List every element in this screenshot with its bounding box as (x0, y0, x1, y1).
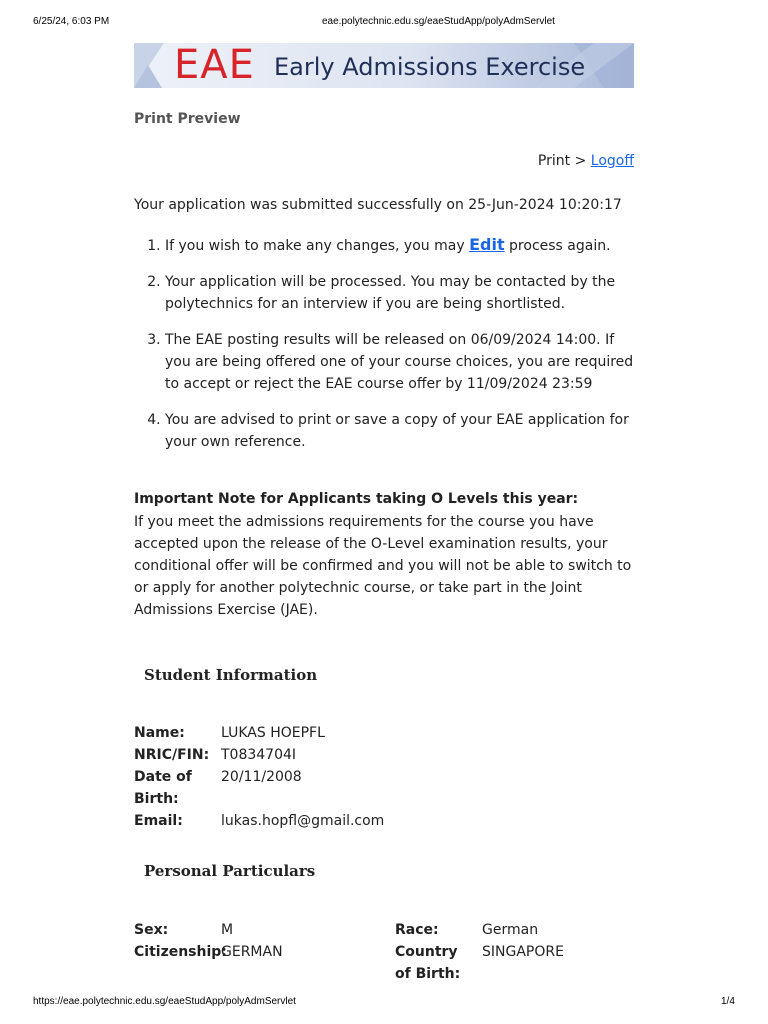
list-item: 3. The EAE posting results will be released on 06/09/2024 14:00. If you are being offered one of your course choices, you are required to accept or reject the EAE course offer by 11/09/2024 23:59 (165, 329, 634, 395)
race-value: German (482, 922, 539, 938)
personal-particulars-title: Personal Particulars (144, 862, 316, 880)
header-actions (538, 153, 634, 169)
step1-text-after: process again. (509, 238, 611, 254)
student-info-title: Student Information (144, 666, 318, 684)
eae-banner (134, 43, 634, 88)
print-page-url: eae.polytechnic.edu.sg/eaeStudApp/polyAdmServlet (322, 16, 555, 27)
country-of-birth-label: Country (395, 944, 458, 960)
name-label: Name: (134, 725, 185, 741)
nric-label: NRIC/FIN: (134, 747, 210, 763)
submission-message: Your application was submitted successfully on 25-Jun-2024 10:20:17 (134, 197, 622, 213)
name-value: LUKAS HOEPFL (221, 725, 325, 741)
dob-label-cont: Birth: (134, 791, 179, 807)
citizenship-label: Citizenship: (134, 944, 227, 960)
step1-text-before: If you wish to make any changes, you may (165, 238, 465, 254)
banner-title: Early Admissions Exercise (274, 53, 586, 81)
instructions-list (134, 234, 634, 467)
dob-label: Date of (134, 769, 192, 785)
nric-value: T0834704I (221, 747, 297, 763)
country-of-birth-value: SINGAPORE (482, 944, 564, 960)
print-page-number: 1/4 (721, 996, 735, 1007)
email-value: lukas.hopfl@gmail.com (221, 813, 385, 829)
print-preview-heading: Print Preview (134, 111, 241, 127)
race-label: Race: (395, 922, 439, 938)
dob-value: 20/11/2008 (221, 769, 302, 785)
eae-logo: EAE (174, 43, 255, 88)
print-datetime: 6/25/24, 6:03 PM (33, 16, 110, 27)
list-item: 4. You are advised to print or save a copy of your EAE application for your own reference. (165, 409, 634, 453)
action-separator: > (574, 153, 587, 169)
list-item: 2. Your application will be processed. You may be contacted by the polytechnics for an interview if you are being shortlisted. (165, 271, 634, 315)
citizenship-value: GERMAN (221, 944, 283, 960)
sex-value: M (221, 922, 234, 938)
list-item (165, 234, 634, 257)
sex-label: Sex: (134, 922, 169, 938)
print-footer-url: https://eae.polytechnic.edu.sg/eaeStudApp/polyAdmServlet (33, 996, 296, 1007)
country-of-birth-label-cont: of Birth: (395, 966, 461, 982)
email-label: Email: (134, 813, 183, 829)
important-note-title: Important Note for Applicants taking O Levels this year: (134, 491, 579, 507)
print-label[interactable]: Print (537, 153, 571, 169)
logoff-link[interactable]: Logoff (590, 153, 634, 169)
edit-link[interactable]: Edit (469, 235, 505, 254)
important-note-body: If you meet the admissions requirements for the course you have accepted upon the release of the O-Level examination results, your conditional offer will be confirmed and you will not be able to switch to or apply for another polytechnic course, or take part in the Joint Admissions Exercise (JAE). (134, 514, 632, 618)
